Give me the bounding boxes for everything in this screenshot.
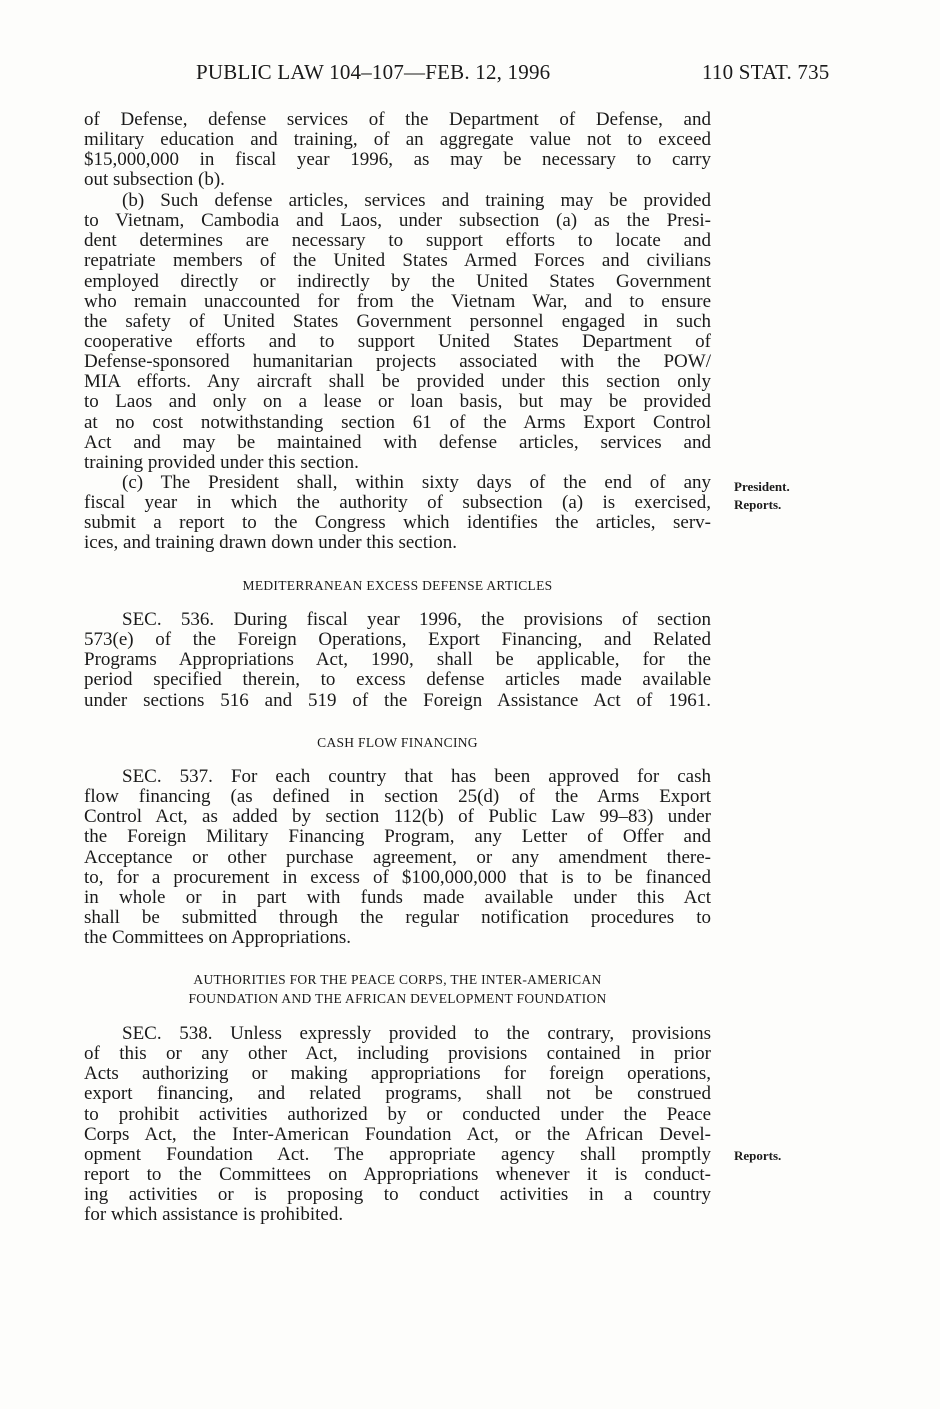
text-line: of this or any other Act, including provisions contained in prior (84, 1043, 711, 1065)
margin-note-text: President. (734, 479, 790, 494)
text-line: SEC. 537. For each country that has been approved for cash (122, 766, 711, 787)
text-line: 573(e) of the Foreign Operations, Export Financing, and Related (84, 629, 711, 651)
text-line: repatriate members of the United States Armed Forces and civilians (84, 250, 711, 272)
section-heading (84, 970, 711, 1008)
paragraph (84, 1024, 711, 1225)
margin-note (734, 478, 790, 514)
text-line: out subsection (b). (84, 169, 225, 191)
text-line: employed directly or indirectly by the United States Government (84, 270, 711, 292)
margin-note (734, 1147, 781, 1165)
text-line: military education and training, of an aggregate value not to exceed (84, 129, 711, 151)
text-line: Corps Act, the Inter-American Foundation Act, or the African Devel- (84, 1123, 711, 1145)
margin-note-text: Reports. (734, 497, 782, 512)
text-line: SEC. 538. Unless expressly provided to the contrary, provisions (122, 1023, 711, 1044)
text-line: shall be submitted through the regular notification procedures to (84, 906, 711, 928)
text-line: period specified therein, to excess defense articles made available (84, 669, 711, 691)
text-line: $15,000,000 in fiscal year 1996, as may be necessary to carry (84, 149, 711, 171)
text-line: opment Foundation Act. The appropriate agency shall promptly (84, 1143, 711, 1165)
text-line: ing activities or is proposing to conduct activities in a country (84, 1184, 711, 1206)
text-line: the Committees on Appropriations. (84, 927, 352, 949)
text-line: who remain unaccounted for from the Vietnam War, and to ensure (84, 290, 711, 312)
text-line: to Vietnam, Cambodia and Laos, under subsection (a) as the Presi- (84, 210, 711, 232)
text-line: submit a report to the Congress which identifies the articles, serv- (84, 512, 711, 534)
text-line: in whole or in part with funds made available under this Act (84, 886, 711, 908)
section-heading (84, 576, 711, 595)
text-line: Control Act, as added by section 112(b) of Public Law 99–83) under (84, 806, 711, 828)
text-line: at no cost notwithstanding section 61 of the Arms Export Control (84, 411, 711, 433)
text-line: Acts authorizing or making appropriations for foreign operations, (84, 1063, 711, 1085)
text-line: the safety of United States Government personnel engaged in such (84, 310, 711, 332)
text-line: for which assistance is prohibited. (84, 1204, 344, 1226)
text-line: Acceptance or other purchase agreement, or any amendment there- (84, 846, 711, 868)
running-header-title: PUBLIC LAW 104–107—FEB. 12, 1996 (196, 60, 551, 84)
paragraph (84, 610, 711, 711)
text-line: to prohibit activities authorized by or conducted under the Peace (84, 1103, 711, 1125)
text-line: (c) The President shall, within sixty days of the end of any (122, 472, 711, 493)
text-line: Act and may be maintained with defense articles, services and (84, 431, 711, 453)
section-heading (84, 733, 711, 752)
paragraph (84, 767, 711, 948)
text-line: the Foreign Military Financing Program, any Letter of Offer and (84, 826, 711, 848)
text-line: MIA efforts. Any aircraft shall be provided under this section only (84, 371, 711, 393)
paragraph (84, 473, 711, 554)
margin-note-text: Reports. (734, 1148, 782, 1163)
text-line: SEC. 536. During fiscal year 1996, the provisions of section (122, 609, 711, 630)
text-line: MEDITERRANEAN EXCESS DEFENSE ARTICLES (242, 578, 553, 593)
text-line: report to the Committees on Appropriations whenever it is conduct- (84, 1163, 711, 1185)
text-line: dent determines are necessary to support efforts to locate and (84, 230, 711, 252)
text-line: training provided under this section. (84, 451, 359, 473)
text-line: FOUNDATION AND THE AFRICAN DEVELOPMENT FOUNDATION (188, 991, 607, 1006)
text-line: cooperative efforts and to support United States Department of (84, 330, 711, 352)
text-line: Defense-sponsored humanitarian projects associated with the POW/ (84, 351, 711, 373)
text-line: ices, and training drawn down under this section. (84, 532, 458, 554)
text-line: of Defense, defense services of the Department of Defense, and (84, 109, 711, 130)
text-line: CASH FLOW FINANCING (317, 735, 478, 750)
text-line: (b) Such defense articles, services and training may be provided (122, 190, 711, 211)
paragraph (84, 110, 711, 191)
text-line: AUTHORITIES FOR THE PEACE CORPS, THE INTER-AMERICAN (193, 972, 602, 987)
text-line: to Laos and only on a lease or loan basis, but may be provided (84, 391, 711, 413)
text-line: flow financing (as defined in section 25(d) of the Arms Export (84, 786, 711, 808)
text-line: Programs Appropriations Act, 1990, shall be applicable, for the (84, 649, 711, 671)
text-line: to, for a procurement in excess of $100,000,000 that is to be financed (84, 866, 711, 888)
page-number: 110 STAT. 735 (702, 60, 830, 84)
text-line: under sections 516 and 519 of the Foreign Assistance Act of 1961. (84, 689, 711, 711)
text-line: export financing, and related programs, shall not be construed (84, 1083, 711, 1105)
text-line: fiscal year in which the authority of subsection (a) is exercised, (84, 492, 711, 514)
paragraph (84, 191, 711, 473)
